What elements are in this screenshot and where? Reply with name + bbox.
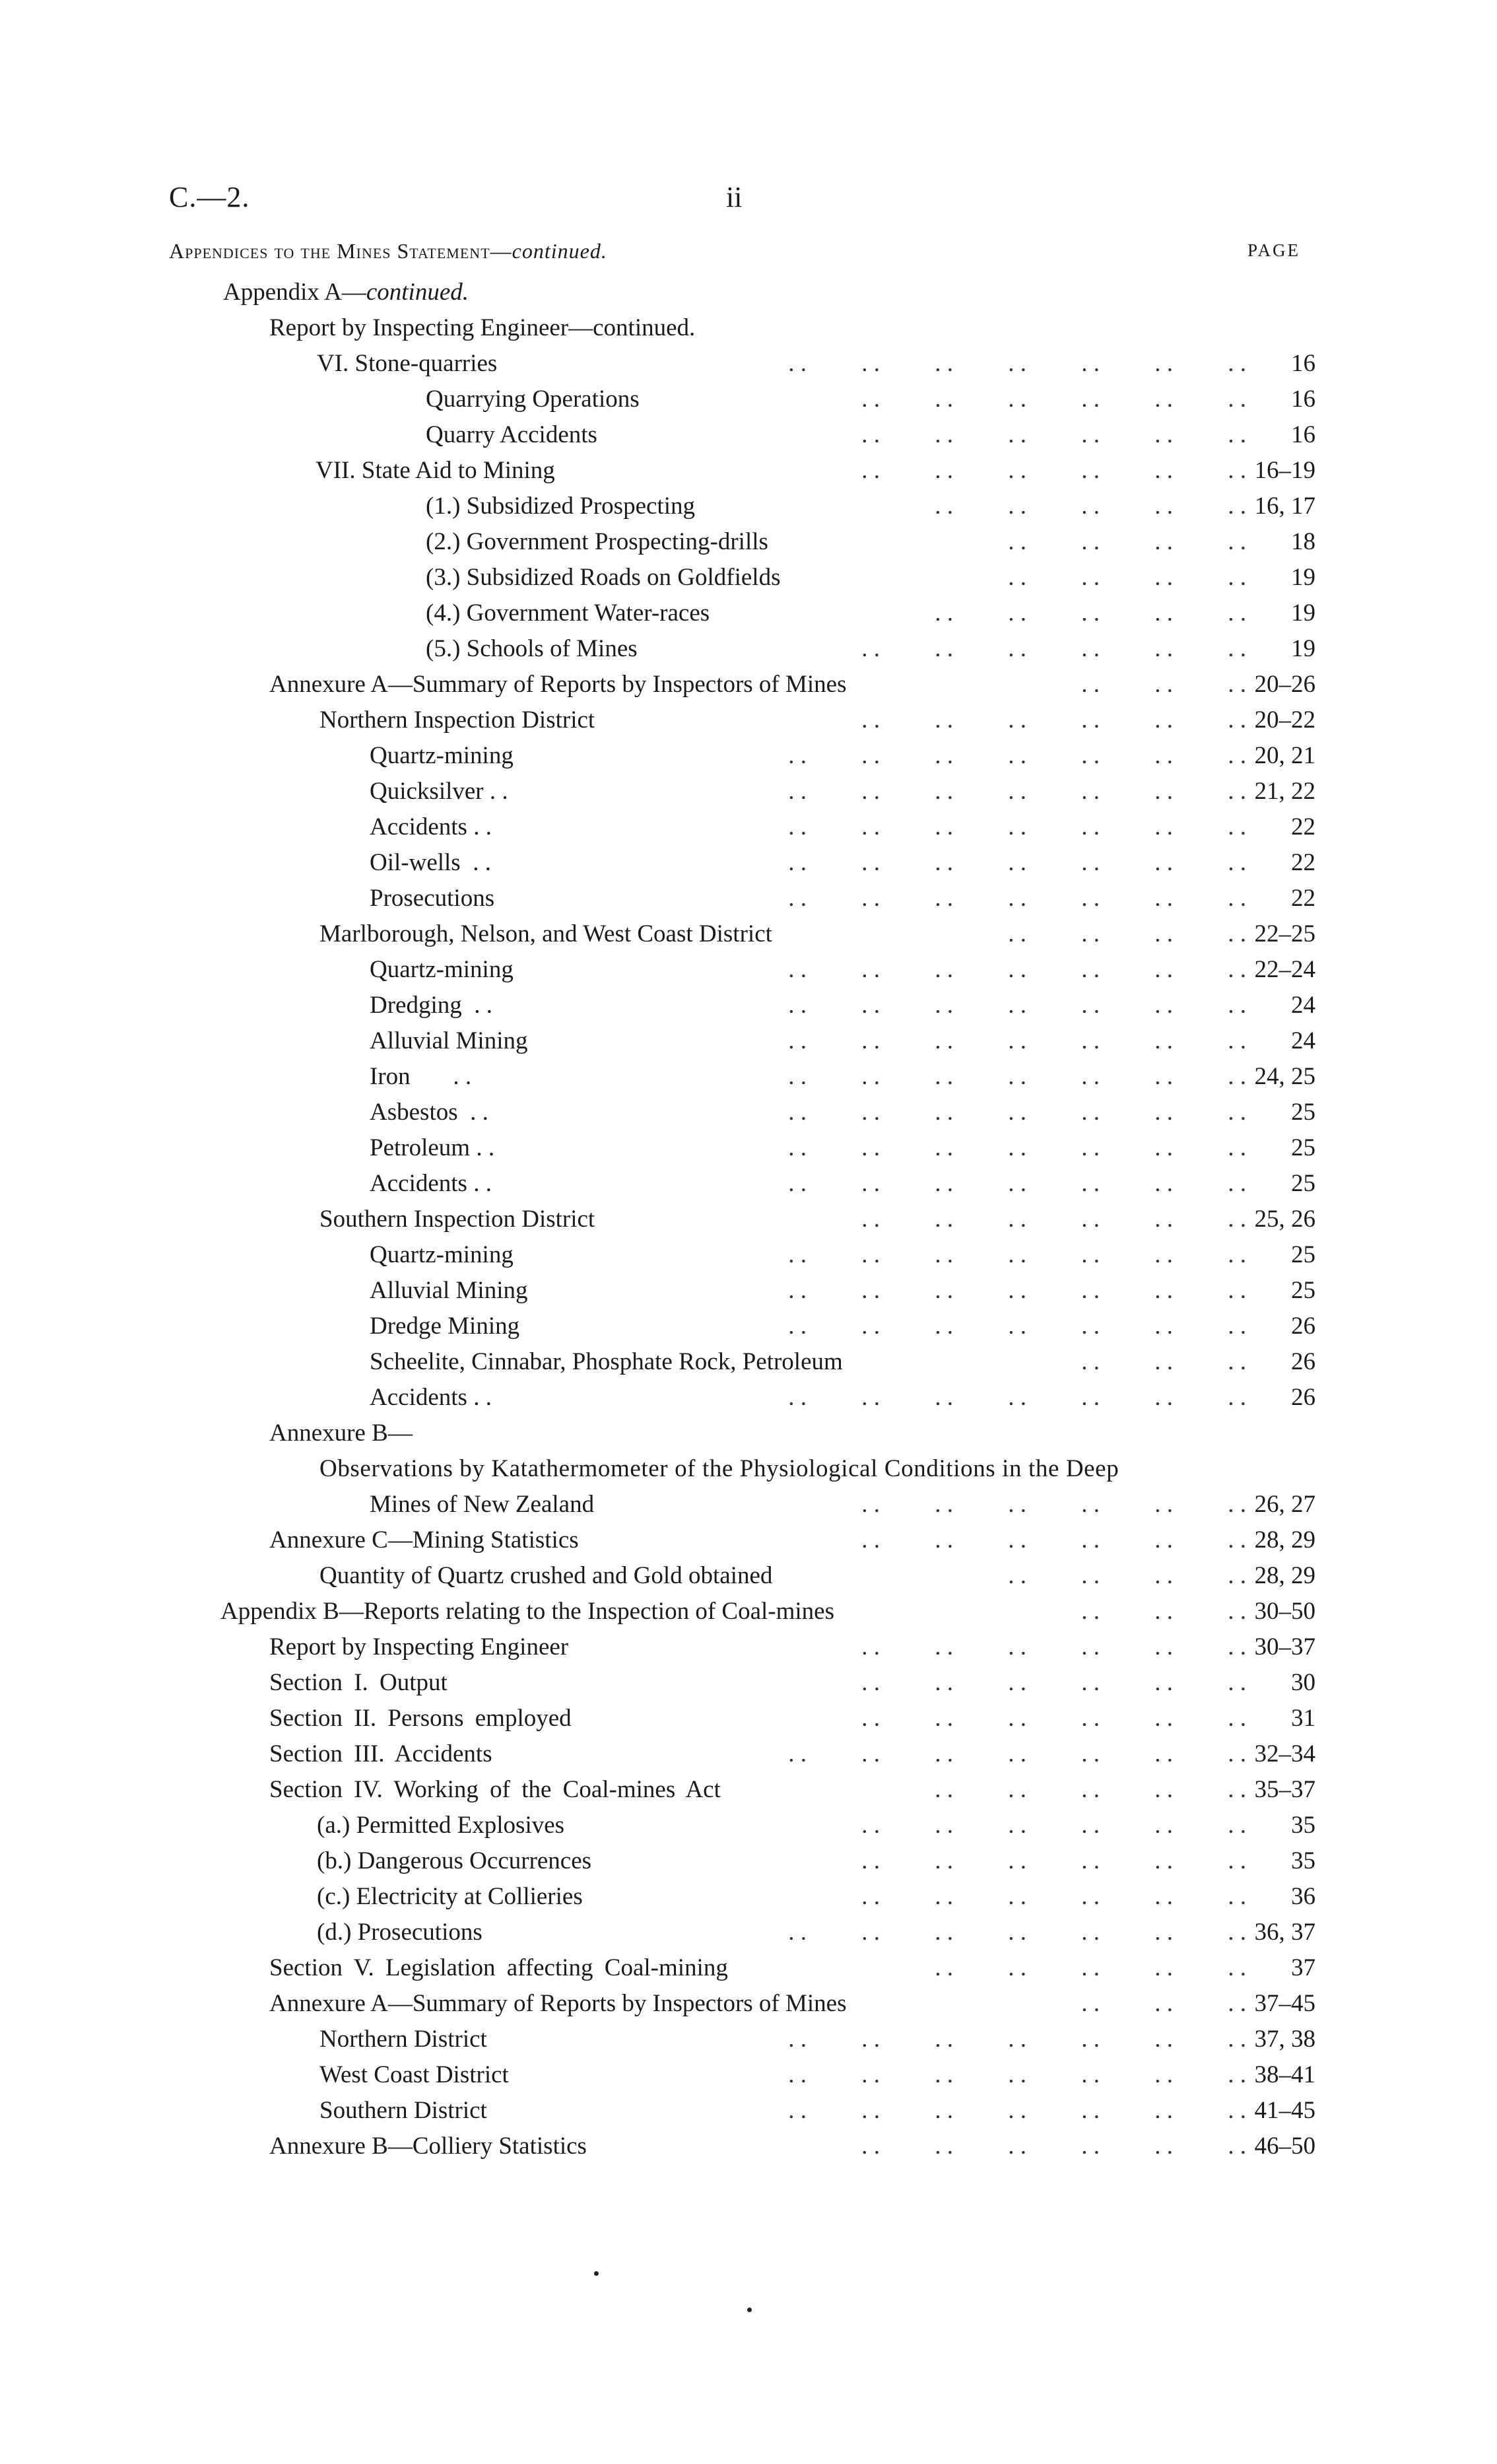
toc-entry-page: 19 — [1291, 635, 1315, 662]
leader-dots: . . . . . . . . . . . . . . — [788, 778, 1246, 805]
leader-dots: . . . . . . . . . . . . . . — [788, 1919, 1246, 1946]
toc-entry-label: (4.) Government Water-races — [426, 599, 710, 627]
toc-entry-page: 24 — [1291, 1027, 1315, 1054]
toc-entry — [0, 489, 1497, 524]
toc-entry-label: Southern Inspection District — [319, 1206, 595, 1233]
toc-entry — [0, 1986, 1497, 2022]
toc-entry — [0, 988, 1497, 1023]
toc-entry-page: 16 — [1291, 350, 1315, 377]
toc-entry — [0, 1523, 1497, 1558]
leader-dots: . . . . . . . . . . . . . . — [788, 1170, 1246, 1197]
leader-dots: . . . . . . . . . . . . . . — [788, 1277, 1246, 1304]
toc-entry-label: Quarrying Operations — [426, 386, 640, 413]
toc-entry-label: Alluvial Mining — [370, 1277, 528, 1304]
print-speck — [594, 2271, 599, 2276]
toc-entry-label: Northern District — [319, 2026, 487, 2053]
toc-entry-label: Annexure B—Colliery Statistics — [269, 2133, 587, 2160]
leader-dots: . . . . . . . . — [1008, 920, 1246, 947]
leader-dots: . . . . . . . . . . . . — [861, 706, 1246, 734]
leader-dots: . . . . . . . . . . . . . . — [788, 1027, 1246, 1054]
leader-dots: . . . . . . . . . . . . . . — [788, 1313, 1246, 1340]
toc-entry-label: Dredge Mining — [370, 1313, 520, 1340]
toc-entry-page: 18 — [1291, 528, 1315, 555]
toc-entry-page: 22 — [1291, 885, 1315, 912]
toc-entry — [0, 1202, 1497, 1237]
toc-entry — [0, 1451, 1497, 1487]
toc-entry-page: 20, 21 — [1254, 742, 1315, 769]
leader-dots: . . . . . . . . . . . . — [861, 421, 1246, 448]
section-heading — [169, 239, 607, 263]
toc-entry — [0, 881, 1497, 916]
toc-entry-page: 26, 27 — [1254, 1491, 1315, 1518]
toc-entry-page: 25 — [1291, 1099, 1315, 1126]
toc-entry-page: 37 — [1291, 1954, 1315, 1981]
toc-entry — [0, 1166, 1497, 1202]
toc-entry — [0, 667, 1497, 702]
toc-entry-label: Accidents . . — [370, 1384, 492, 1411]
toc-entry-page: 31 — [1291, 1705, 1315, 1732]
toc-entry-label: Quartz-mining — [370, 742, 514, 769]
toc-entry-label: Annexure B— — [269, 1420, 413, 1447]
toc-entry-page: 24 — [1291, 992, 1315, 1019]
toc-entry-label: Section IV. Working of the Coal-mines Act — [269, 1776, 721, 1803]
toc-entry-label: Alluvial Mining — [370, 1027, 528, 1054]
toc-entry — [0, 1594, 1497, 1629]
toc-entry-label: (3.) Subsidized Roads on Goldfields — [426, 564, 781, 591]
toc-entry-label: Report by Inspecting Engineer—continued. — [269, 314, 696, 341]
toc-entry-page: 16 — [1291, 421, 1315, 448]
page-number: ii — [726, 181, 743, 213]
leader-dots: . . . . . . . . . . . . . . — [788, 1740, 1246, 1767]
toc-entry-page: 22–25 — [1254, 920, 1315, 947]
toc-entry-label-text: Appendix A— — [223, 279, 366, 306]
toc-entry — [0, 275, 1497, 310]
leader-dots: . . . . . . . . . . — [935, 1954, 1246, 1981]
toc-entry-label-italic: continued. — [366, 279, 469, 306]
toc-entry-page: 35 — [1291, 1812, 1315, 1839]
toc-entry-label: Mines of New Zealand — [370, 1491, 595, 1518]
toc-entry-page: 26 — [1291, 1313, 1315, 1340]
leader-dots: . . . . . . . . . . . . — [861, 1491, 1246, 1518]
toc-entry — [0, 809, 1497, 845]
toc-entry-page: 26 — [1291, 1384, 1315, 1411]
toc-entry-page: 25, 26 — [1254, 1206, 1315, 1233]
leader-dots: . . . . . . . . . . — [935, 599, 1246, 627]
toc-entry-page: 24, 25 — [1254, 1063, 1315, 1090]
toc-entry-page: 20–26 — [1254, 671, 1315, 698]
toc-entry-page: 28, 29 — [1254, 1526, 1315, 1554]
leader-dots: . . . . . . . . . . . . . . — [788, 992, 1246, 1019]
leader-dots: . . . . . . — [1081, 1598, 1246, 1625]
leader-dots: . . . . . . . . . . . . — [861, 1705, 1246, 1732]
toc-entry-label-text: Dredging — [370, 992, 462, 1019]
toc-entry — [0, 453, 1497, 489]
toc-entry — [0, 631, 1497, 667]
leader-dots: . . . . . . . . . . . . — [861, 1526, 1246, 1554]
leader-dots: . . . . . . . . — [1008, 528, 1246, 555]
toc-entry-page: 16–19 — [1254, 457, 1315, 484]
toc-entry — [0, 417, 1497, 453]
section-heading-caps: Appendices to the Mines Statement— — [169, 239, 512, 263]
toc-entry-label: VII. State Aid to Mining — [316, 457, 555, 484]
toc-entry — [0, 1130, 1497, 1166]
leader-dots: . . . . . . . . . . . . — [861, 2133, 1246, 2160]
leader-dots: . . . . . . . . . . . . — [861, 1883, 1246, 1910]
toc-entry-page: 19 — [1291, 599, 1315, 627]
toc-entry-label: (1.) Subsidized Prospecting — [426, 493, 695, 520]
toc-entry-page: 32–34 — [1254, 1740, 1315, 1767]
toc-entry-label: Appendix B—Reports relating to the Inspection of Coal-mines — [220, 1598, 834, 1625]
print-speck — [747, 2308, 752, 2312]
toc-entry — [0, 1879, 1497, 1915]
leader-dots: . . . . . . . . . . . . — [861, 1206, 1246, 1233]
leader-dots: . . . . . . . . . . . . — [861, 1847, 1246, 1874]
toc-entry — [0, 2022, 1497, 2057]
toc-entry — [0, 738, 1497, 774]
toc-entry-label: Section II. Persons employed — [269, 1705, 572, 1732]
toc-entry — [0, 1843, 1497, 1879]
toc-entry-label: Southern District — [319, 2097, 487, 2124]
leader-dots: . . . . . . . . . . — [935, 1776, 1246, 1803]
leader-dots: . . . . . . . . . . . . . . — [788, 813, 1246, 840]
toc-entry-label: Prosecutions — [370, 885, 495, 912]
toc-entry — [0, 1915, 1497, 1950]
toc-entry-label: Section V. Legislation affecting Coal-mining — [269, 1954, 728, 1981]
toc-entry-page: 20–22 — [1254, 706, 1315, 734]
toc-entry-label-text: Accidents — [370, 813, 467, 840]
toc-entry-label: Northern Inspection District — [319, 706, 595, 734]
toc-entry-page: 22–24 — [1254, 956, 1315, 983]
toc-entry-page: 22 — [1291, 813, 1315, 840]
toc-entry-page: 25 — [1291, 1277, 1315, 1304]
toc-entry-label: Section III. Accidents — [269, 1740, 492, 1767]
toc-entry-page: 36 — [1291, 1883, 1315, 1910]
toc-entry-page: 21, 22 — [1254, 778, 1315, 805]
document-reference: C.—2. — [169, 181, 250, 213]
leader-dots: . . . . . . . . . . . . — [861, 457, 1246, 484]
toc-entry-label: (d.) Prosecutions — [317, 1919, 482, 1946]
toc-entry-label-text: Accidents — [370, 1384, 467, 1411]
toc-entry — [0, 952, 1497, 988]
toc-entry-page: 37–45 — [1254, 1990, 1315, 2017]
toc-entry-label: Quicksilver . . — [370, 778, 508, 805]
toc-entry-label: Quartz-mining — [370, 956, 514, 983]
toc-entry — [0, 560, 1497, 596]
toc-entry-label: Dredging . . — [370, 992, 492, 1019]
toc-entry-page: 16, 17 — [1254, 493, 1315, 520]
toc-entry-page: 46–50 — [1254, 2133, 1315, 2160]
toc-entry — [0, 1736, 1497, 1772]
leader-dots: . . . . . . . . . . . . . . — [788, 1384, 1246, 1411]
section-heading-italic: continued. — [512, 239, 607, 263]
toc-entry — [0, 1772, 1497, 1808]
toc-entry-label: Asbestos . . — [370, 1099, 488, 1126]
toc-entry-page: 25 — [1291, 1134, 1315, 1161]
toc-entry-label: Petroleum . . — [370, 1134, 495, 1161]
toc-entry-label: (c.) Electricity at Collieries — [317, 1883, 583, 1910]
leader-dots: . . . . . . — [1081, 1348, 1246, 1375]
toc-entry-page: 25 — [1291, 1241, 1315, 1268]
toc-entry — [0, 524, 1497, 560]
toc-entry-label: Marlborough, Nelson, and West Coast District — [319, 920, 772, 947]
toc-entry — [0, 2057, 1497, 2093]
leader-dots: . . . . . . . . . . . . . . — [788, 885, 1246, 912]
toc-entry — [0, 1023, 1497, 1059]
toc-entry — [0, 845, 1497, 881]
toc-entry-label: Quantity of Quartz crushed and Gold obtained — [319, 1562, 773, 1589]
toc-entry — [0, 1380, 1497, 1416]
toc-entry-label — [223, 275, 469, 310]
toc-entry-page: 16 — [1291, 386, 1315, 413]
leader-dots: . . . . . . . . . . . . . . — [788, 2061, 1246, 2088]
toc-entry — [0, 1629, 1497, 1665]
toc-entry — [0, 310, 1497, 346]
toc-entry-label-text: Oil-wells — [370, 849, 461, 876]
leader-dots: . . . . . . . . . . . . — [861, 1669, 1246, 1696]
toc-entry-label: Oil-wells . . — [370, 849, 491, 876]
toc-entry — [0, 774, 1497, 809]
leader-dots: . . . . . . . . . . . . . . — [788, 350, 1246, 377]
leader-dots: . . . . . . . . . . . . . . — [788, 1241, 1246, 1268]
toc-entry — [0, 1309, 1497, 1344]
leader-dots: . . . . . . — [1081, 671, 1246, 698]
toc-entry — [0, 596, 1497, 631]
toc-entry-label-text: Iron — [370, 1063, 411, 1090]
toc-entry — [0, 1416, 1497, 1451]
leader-dots: . . . . . . . . . . . . . . — [788, 1134, 1246, 1161]
toc-entry-page: 37, 38 — [1254, 2026, 1315, 2053]
toc-entry — [0, 346, 1497, 382]
toc-entry — [0, 1487, 1497, 1523]
toc-entry — [0, 1701, 1497, 1736]
toc-entry — [0, 1059, 1497, 1095]
toc-entry-label: VI. Stone-quarries — [317, 350, 498, 377]
toc-entry-label: Observations by Katathermometer of the Physiological Conditions in the Deep — [319, 1455, 1119, 1482]
toc-entry-page: 38–41 — [1254, 2061, 1315, 2088]
toc-entry — [0, 382, 1497, 417]
toc-entry-label-text: Quicksilver — [370, 778, 484, 805]
toc-entry-page: 30–50 — [1254, 1598, 1315, 1625]
toc-entry-label: Iron . . — [370, 1063, 472, 1090]
leader-dots: . . . . . . . . . . . . . . — [788, 742, 1246, 769]
toc-entry — [0, 2093, 1497, 2129]
toc-entry-label: Scheelite, Cinnabar, Phosphate Rock, Petroleum — [370, 1348, 843, 1375]
toc-entry-page: 26 — [1291, 1348, 1315, 1375]
toc-entry-label: (a.) Permitted Explosives — [317, 1812, 565, 1839]
toc-entry-label: Annexure C—Mining Statistics — [269, 1526, 579, 1554]
toc-entry-label: Quartz-mining — [370, 1241, 514, 1268]
toc-entry-page: 41–45 — [1254, 2097, 1315, 2124]
toc-entry-page: 22 — [1291, 849, 1315, 876]
toc-entry — [0, 1808, 1497, 1843]
toc-entry-page: 30–37 — [1254, 1633, 1315, 1660]
toc-entry-label: Annexure A—Summary of Reports by Inspectors of Mines — [269, 1990, 847, 2017]
toc-entry — [0, 1095, 1497, 1130]
toc-entry — [0, 1237, 1497, 1273]
toc-entry-label: (5.) Schools of Mines — [426, 635, 638, 662]
toc-entry-label: (2.) Government Prospecting-drills — [426, 528, 768, 555]
leader-dots: . . . . . . . . . . . . . . — [788, 849, 1246, 876]
toc-entry-label: Accidents . . — [370, 813, 492, 840]
toc-entry — [0, 1344, 1497, 1380]
toc-entry — [0, 1558, 1497, 1594]
toc-entry-label: Annexure A—Summary of Reports by Inspectors of Mines — [269, 671, 847, 698]
toc-entry-label: Accidents . . — [370, 1170, 492, 1197]
leader-dots: . . . . . . . . — [1008, 564, 1246, 591]
page-column-label: PAGE — [1248, 240, 1301, 260]
leader-dots: . . . . . . . . . . . . — [861, 386, 1246, 413]
toc-entry — [0, 916, 1497, 952]
toc-entry-label-text: Petroleum — [370, 1134, 471, 1161]
leader-dots: . . . . . . . . . . . . — [861, 1812, 1246, 1839]
toc-entry-page: 36, 37 — [1254, 1919, 1315, 1946]
toc-entry-label: Quarry Accidents — [426, 421, 597, 448]
leader-dots: . . . . . . . . — [1008, 1562, 1246, 1589]
leader-dots: . . . . . . . . . . . . — [861, 635, 1246, 662]
leader-dots: . . . . . . . . . . . . . . — [788, 2026, 1246, 2053]
leader-dots: . . . . . . . . . . — [935, 493, 1246, 520]
toc-entry-label-text: Asbestos — [370, 1099, 458, 1126]
toc-entry-label: Section I. Output — [269, 1669, 448, 1696]
toc-entry-page: 25 — [1291, 1170, 1315, 1197]
toc-entry-label: West Coast District — [319, 2061, 509, 2088]
toc-entry-page: 28, 29 — [1254, 1562, 1315, 1589]
toc-entry-label-text: Accidents — [370, 1170, 467, 1197]
leader-dots: . . . . . . . . . . . . . . — [788, 1063, 1246, 1090]
toc-entry — [0, 1273, 1497, 1309]
leader-dots: . . . . . . . . . . . . — [861, 1633, 1246, 1660]
leader-dots: . . . . . . — [1081, 1990, 1246, 2017]
toc-entry-label: (b.) Dangerous Occurrences — [317, 1847, 592, 1874]
toc-entry — [0, 1950, 1497, 1986]
toc-entry — [0, 1665, 1497, 1701]
toc-entry-label: Report by Inspecting Engineer — [269, 1633, 569, 1660]
leader-dots: . . . . . . . . . . . . . . — [788, 1099, 1246, 1126]
toc-entry-page: 19 — [1291, 564, 1315, 591]
toc-entry-page: 35–37 — [1254, 1776, 1315, 1803]
toc-entry-page: 30 — [1291, 1669, 1315, 1696]
toc-entry — [0, 2129, 1497, 2164]
leader-dots: . . . . . . . . . . . . . . — [788, 2097, 1246, 2124]
toc-entry — [0, 702, 1497, 738]
toc-entry-page: 35 — [1291, 1847, 1315, 1874]
leader-dots: . . . . . . . . . . . . . . — [788, 956, 1246, 983]
